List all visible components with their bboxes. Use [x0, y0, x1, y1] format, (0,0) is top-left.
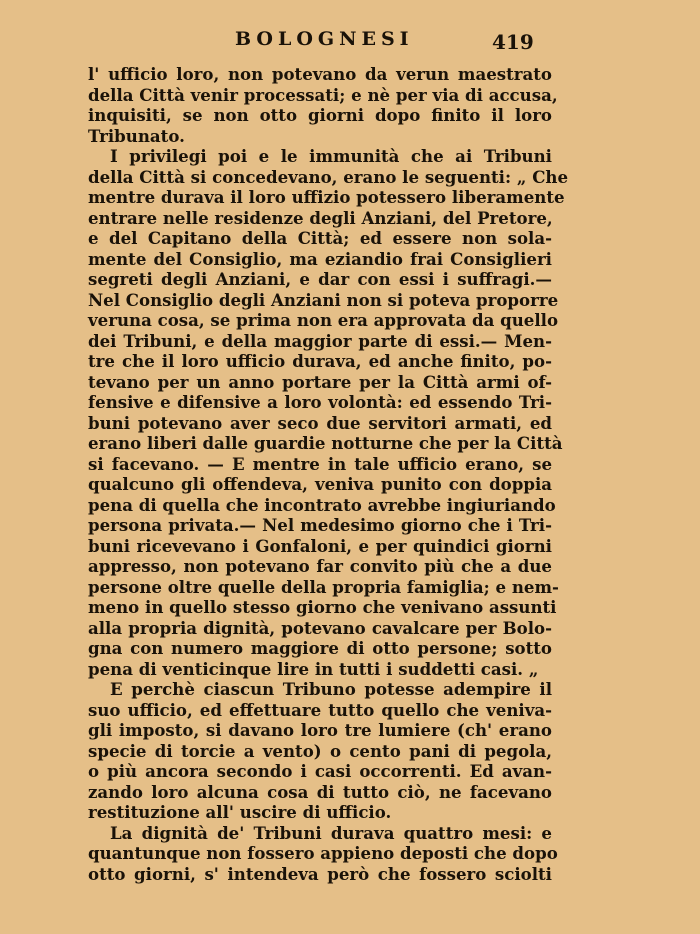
text-line: erano liberi dalle guardie notturne che per la Città: [88, 433, 563, 453]
text-line: specie di torcie a vento) o cento pani di pegola,: [88, 740, 552, 761]
text-line: buni ricevevano i Gonfaloni, e per quindici giorni: [88, 535, 552, 556]
text-line: gna con numero maggiore di otto persone; sotto: [88, 638, 552, 658]
text-line: tevano per un anno portare per la Città armi of-: [88, 371, 552, 392]
text-line: veruna cosa, se prima non era approvata da quello: [88, 310, 559, 330]
text-line: zando loro alcuna cosa di tutto ciò, ne facevano: [88, 781, 552, 802]
text-line: tre che il loro ufficio durava, ed anche finito, po-: [88, 351, 552, 371]
text-line: otto giorni, s' intendeva però che fossero sciolti: [88, 863, 552, 884]
text-line: persona privata.— Nel medesimo giorno che i Tri-: [88, 515, 552, 535]
text-line: mente del Consiglio, ma eziandio frai Consiglieri: [88, 248, 552, 269]
text-line: inquisiti, se non otto giorni dopo finito il loro: [88, 105, 552, 125]
text-line: restituzione all' uscire di ufficio.: [88, 802, 392, 822]
running-head: [0, 28, 700, 54]
text-line: o più ancora secondo i casi occorrenti. Ed avan-: [88, 761, 552, 781]
text-line: Tribunato.: [88, 125, 185, 146]
text-line: quantunque non fossero appieno deposti che dopo: [88, 843, 558, 863]
text-line: dei Tribuni, e della maggior parte di essi.— Men-: [88, 330, 552, 351]
page-number: 419: [492, 30, 534, 54]
text-line: E perchè ciascun Tribuno potesse adempire il: [110, 679, 552, 699]
text-line: meno in quello stesso giorno che venivano assunti: [88, 597, 557, 617]
text-line: e del Capitano della Città; ed essere non sola-: [88, 228, 552, 248]
text-line: appresso, non potevano far convito più che a due: [88, 556, 552, 576]
text-line: della Città venir processati; e nè per via di accusa,: [88, 84, 558, 105]
text-line: si facevano. — E mentre in tale ufficio erano, se: [88, 453, 552, 474]
text-line: suo ufficio, ed effettuare tutto quello che veniva-: [88, 699, 552, 720]
text-line: pena di quella che incontrato avrebbe ingiuriando: [88, 494, 556, 515]
text-line: della Città si concedevano, erano le seguenti: „ Che: [88, 166, 569, 187]
body-text: [88, 64, 569, 884]
text-line: alla propria dignità, potevano cavalcare per Bolo-: [88, 617, 552, 638]
text-line: Nel Consiglio degli Anziani non si poteva proporre: [88, 289, 559, 310]
text-line: pena di venticinque lire in tutti i suddetti casi. „: [88, 658, 539, 679]
running-title: BOLOGNESI: [235, 28, 414, 50]
text-line: fensive e difensive a loro volontà: ed essendo Tri-: [88, 392, 552, 412]
text-line: segreti degli Anziani, e dar con essi i suffragi.—: [88, 269, 552, 289]
text-line: La dignità de' Tribuni durava quattro mesi: e: [110, 822, 552, 843]
text-line: l' ufficio loro, non potevano da verun maestrato: [88, 64, 552, 84]
text-line: entrare nelle residenze degli Anziani, del Pretore,: [88, 207, 553, 228]
text-line: mentre durava il loro uffizio potessero liberamente: [88, 187, 565, 207]
text-line: qualcuno gli offendeva, veniva punito con doppia: [88, 474, 552, 494]
text-line: persone oltre quelle della propria famiglia; e nem-: [88, 576, 559, 597]
text-line: buni potevano aver seco due servitori armati, ed: [88, 412, 552, 433]
text-line: gli imposto, si davano loro tre lumiere (ch' erano: [88, 720, 552, 740]
text-line: I privilegi poi e le immunità che ai Tribuni: [110, 146, 552, 166]
